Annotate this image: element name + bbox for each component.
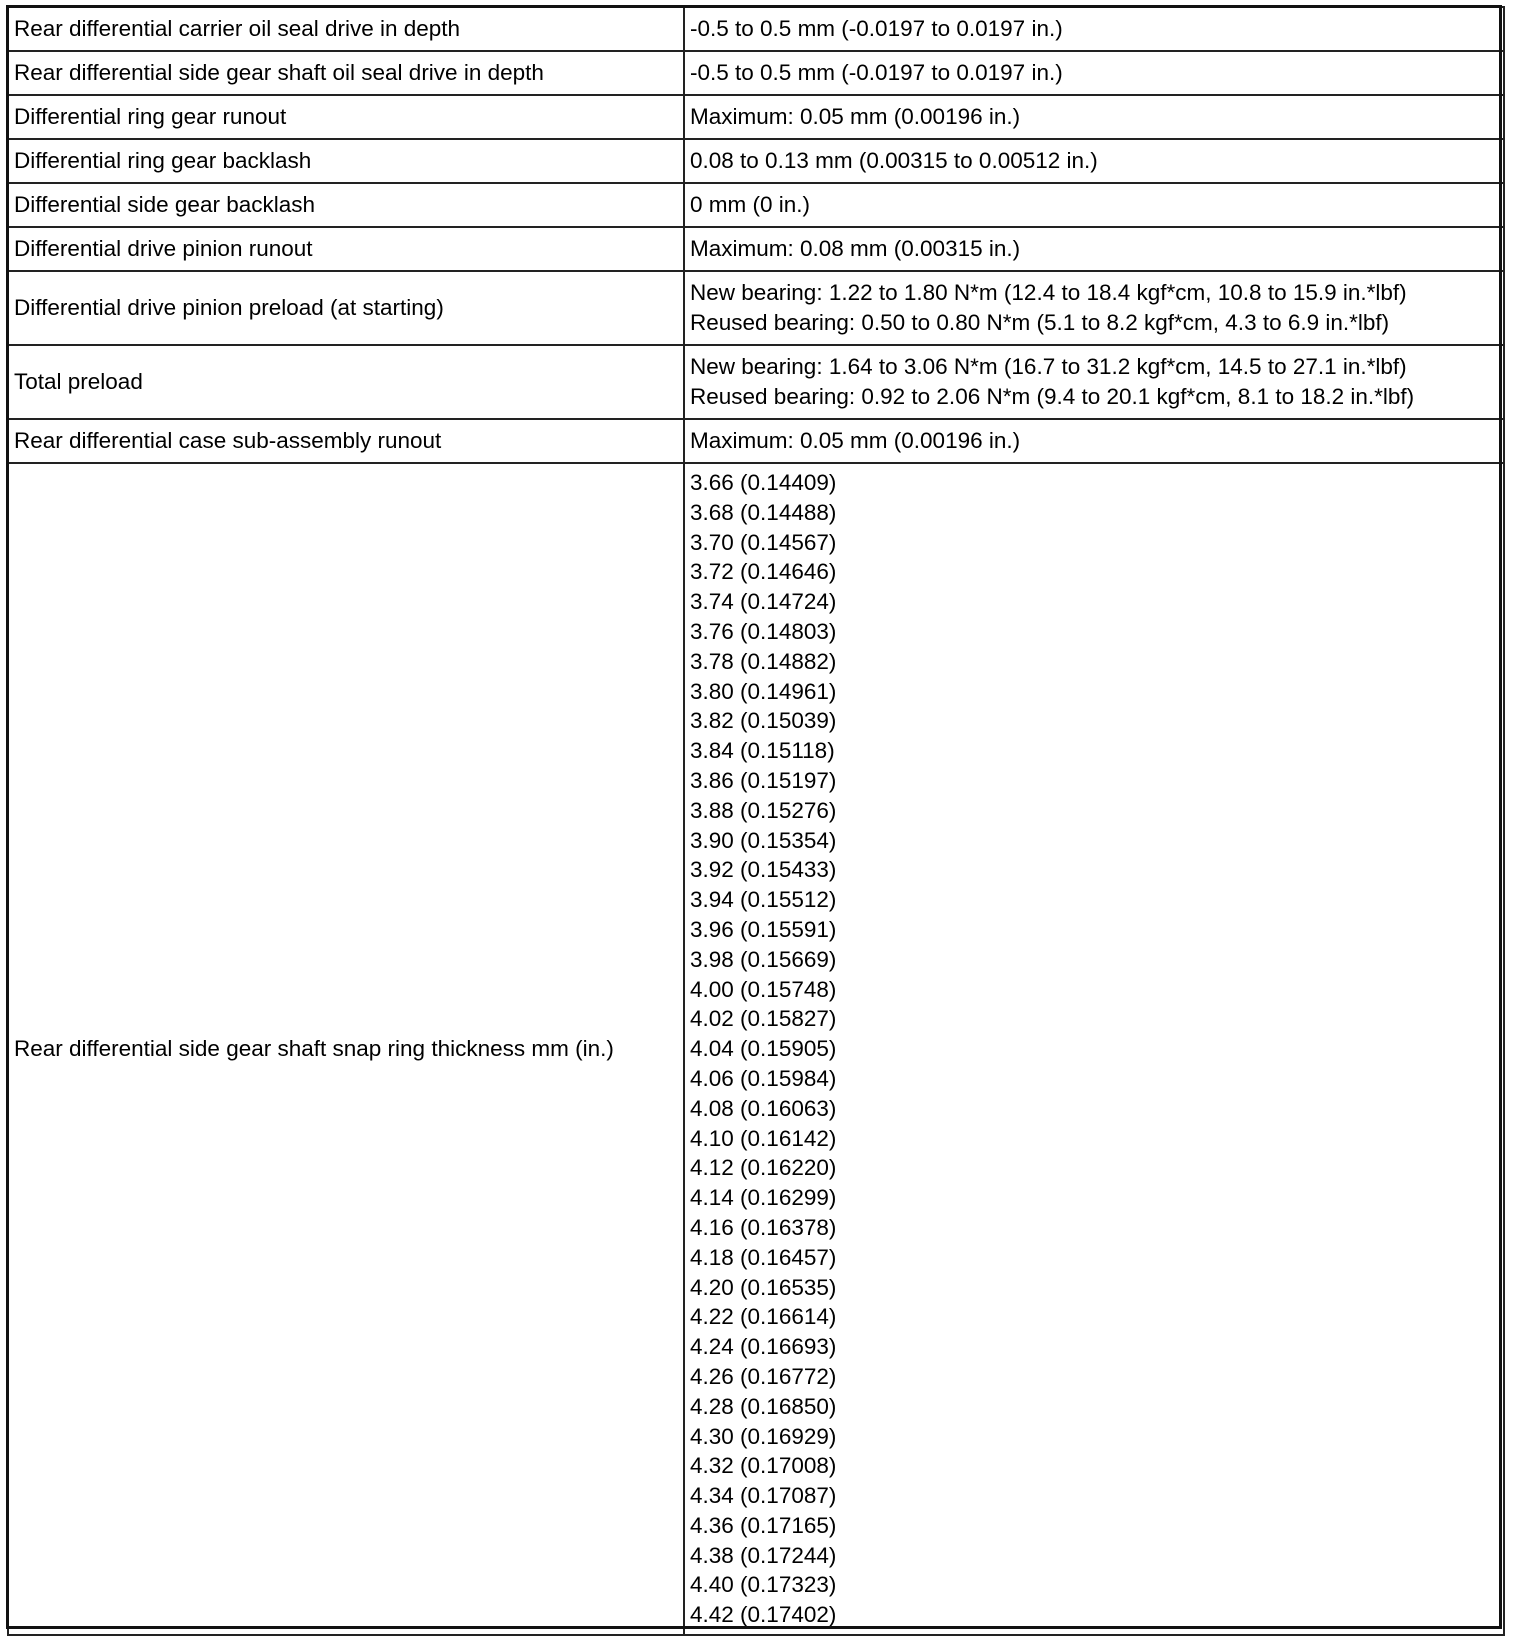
spec-value-line: 3.74 (0.14724)	[690, 589, 837, 615]
spec-value-line: 3.98 (0.15669)	[690, 946, 837, 972]
spec-value-line: 0 mm (0 in.)	[690, 192, 811, 218]
spec-value	[684, 419, 1504, 463]
spec-value-line: 4.30 (0.16929)	[690, 1423, 837, 1449]
spec-row	[8, 463, 1504, 1635]
spec-value-line: 4.40 (0.17323)	[690, 1572, 837, 1598]
spec-value-line: -0.5 to 0.5 mm (-0.0197 to 0.0197 in.)	[690, 16, 1063, 42]
spec-value-line: 4.22 (0.16614)	[690, 1304, 837, 1330]
spec-value-line: New bearing: 1.22 to 1.80 N*m (12.4 to 18.4 kgf*cm, 10.8 to 15.9 in.*lbf)	[690, 280, 1407, 306]
spec-value-line: 3.70 (0.14567)	[690, 529, 837, 555]
spec-row	[8, 345, 1504, 419]
spec-value-line: 3.92 (0.15433)	[690, 857, 837, 883]
spec-value-line: Maximum: 0.05 mm (0.00196 in.)	[690, 104, 1021, 130]
spec-label: Rear differential case sub-assembly runout	[8, 419, 684, 463]
spec-value-line: Reused bearing: 0.92 to 2.06 N*m (9.4 to 20.1 kgf*cm, 8.1 to 18.2 in.*lbf)	[690, 384, 1415, 409]
spec-value-line: New bearing: 1.64 to 3.06 N*m (16.7 to 31.2 kgf*cm, 14.5 to 27.1 in.*lbf)	[690, 354, 1407, 380]
spec-value-line: Maximum: 0.08 mm (0.00315 in.)	[690, 236, 1021, 262]
spec-value-line: 0.08 to 0.13 mm (0.00315 to 0.00512 in.)	[690, 148, 1098, 174]
spec-value-line: 3.78 (0.14882)	[690, 648, 837, 674]
spec-value	[684, 7, 1504, 51]
spec-value-line: 4.28 (0.16850)	[690, 1393, 837, 1419]
spec-value-line: 4.14 (0.16299)	[690, 1185, 837, 1211]
spec-value-line: 4.00 (0.15748)	[690, 976, 837, 1002]
spec-value-line: 3.80 (0.14961)	[690, 678, 837, 704]
spec-value-line: 4.16 (0.16378)	[690, 1214, 837, 1240]
spec-value	[684, 183, 1504, 227]
spec-value	[684, 463, 1504, 1635]
spec-value-line: 3.84 (0.15118)	[690, 738, 835, 764]
spec-value-line: 4.12 (0.16220)	[690, 1155, 837, 1181]
spec-value-line: 3.94 (0.15512)	[690, 887, 837, 913]
spec-value-line: 4.42 (0.17402)	[690, 1602, 837, 1628]
spec-value-line: 4.38 (0.17244)	[690, 1542, 837, 1568]
spec-label: Differential drive pinion preload (at starting)	[8, 271, 684, 345]
spec-label: Differential ring gear runout	[8, 95, 684, 139]
spec-value-line: 4.06 (0.15984)	[690, 1065, 837, 1091]
spec-value-line: -0.5 to 0.5 mm (-0.0197 to 0.0197 in.)	[690, 60, 1063, 86]
spec-row	[8, 51, 1504, 95]
spec-label: Rear differential side gear shaft oil seal drive in depth	[8, 51, 684, 95]
spec-value-line: 4.10 (0.16142)	[690, 1125, 837, 1151]
spec-value-line: 3.72 (0.14646)	[690, 559, 837, 585]
spec-value-line: 4.24 (0.16693)	[690, 1334, 837, 1360]
spec-value-line: Maximum: 0.05 mm (0.00196 in.)	[690, 428, 1021, 454]
spec-value	[684, 139, 1504, 183]
spec-row	[8, 271, 1504, 345]
specification-table-body	[8, 7, 1504, 1635]
spec-value-line: 3.76 (0.14803)	[690, 618, 837, 644]
spec-value	[684, 51, 1504, 95]
spec-row	[8, 139, 1504, 183]
spec-value-line: 4.32 (0.17008)	[690, 1453, 837, 1479]
spec-value-line: 3.96 (0.15591)	[690, 916, 837, 942]
spec-row	[8, 183, 1504, 227]
spec-value-line: 4.02 (0.15827)	[690, 1006, 837, 1032]
spec-row	[8, 7, 1504, 51]
spec-value-line: 4.04 (0.15905)	[690, 1036, 837, 1062]
spec-value	[684, 345, 1504, 419]
spec-value-line: 3.88 (0.15276)	[690, 797, 837, 823]
spec-label: Differential drive pinion runout	[8, 227, 684, 271]
spec-value-line: 4.34 (0.17087)	[690, 1483, 837, 1509]
spec-row	[8, 419, 1504, 463]
specification-table	[7, 6, 1505, 1636]
spec-label: Rear differential side gear shaft snap ring thickness mm (in.)	[8, 463, 684, 1635]
spec-value	[684, 227, 1504, 271]
spec-value-line: 3.66 (0.14409)	[690, 470, 837, 495]
spec-value-line: 3.86 (0.15197)	[690, 767, 837, 793]
spec-value-line: 3.68 (0.14488)	[690, 499, 837, 525]
spec-value-line: 4.26 (0.16772)	[690, 1363, 837, 1389]
spec-value-line: 4.08 (0.16063)	[690, 1095, 837, 1121]
spec-label: Rear differential carrier oil seal drive in depth	[8, 7, 684, 51]
spec-label: Differential ring gear backlash	[8, 139, 684, 183]
spec-value-line: 4.36 (0.17165)	[690, 1512, 837, 1538]
spec-value-line: 3.90 (0.15354)	[690, 827, 837, 853]
spec-value-line: 4.18 (0.16457)	[690, 1244, 837, 1270]
spec-label: Differential side gear backlash	[8, 183, 684, 227]
spec-value	[684, 271, 1504, 345]
spec-row	[8, 95, 1504, 139]
spec-value-line: 4.20 (0.16535)	[690, 1274, 837, 1300]
spec-row	[8, 227, 1504, 271]
spec-label: Total preload	[8, 345, 684, 419]
spec-value	[684, 95, 1504, 139]
spec-value-line: Reused bearing: 0.50 to 0.80 N*m (5.1 to 8.2 kgf*cm, 4.3 to 6.9 in.*lbf)	[690, 310, 1390, 335]
spec-value-line: 3.82 (0.15039)	[690, 708, 837, 734]
